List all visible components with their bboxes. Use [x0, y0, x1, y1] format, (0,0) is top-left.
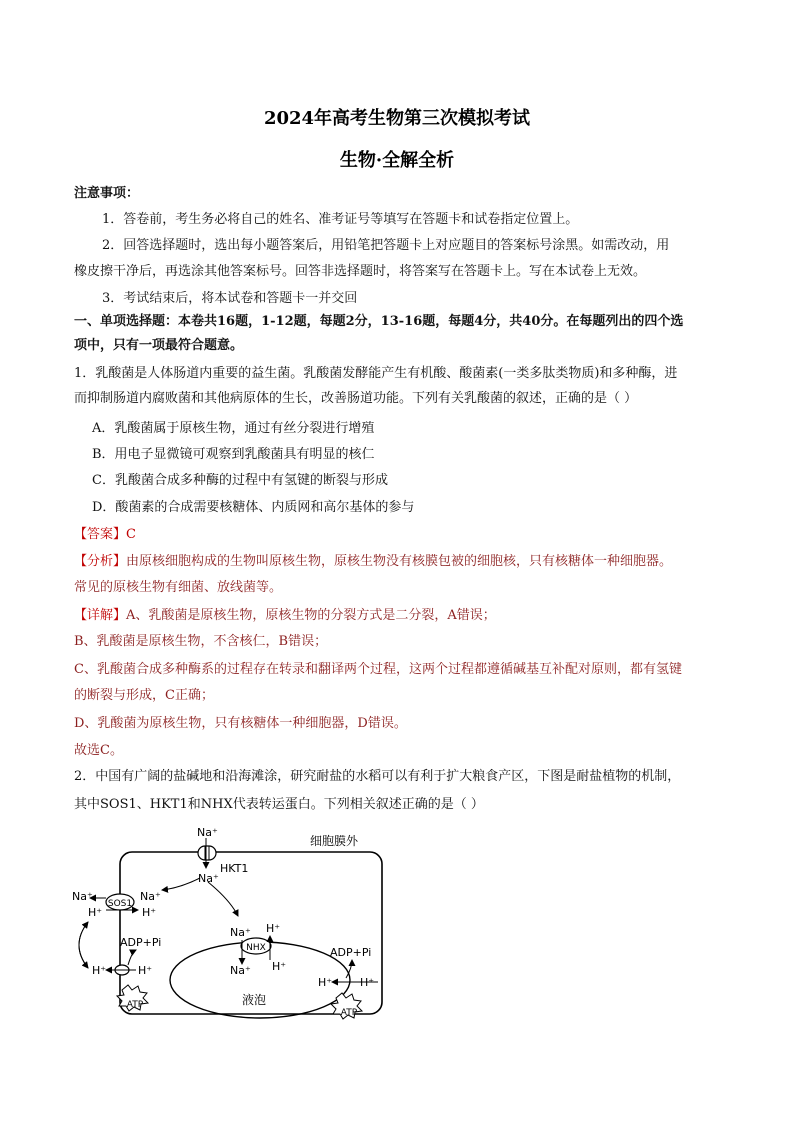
detail-text-1: A、乳酸菌是原核生物，原核生物的分裂方式是二分裂，A错误；: [126, 608, 496, 623]
nhx-label: NHX: [246, 943, 266, 953]
h-sos1-out: H⁺: [88, 906, 103, 919]
q2-stem-line-1: 2．中国有广阔的盐碱地和沿海滩涂，研究耐盐的水稻可以有利于扩大粮食产区，下图是耐盐植物的机制，: [74, 769, 681, 784]
h-nhx-vacuole: H⁺: [272, 960, 287, 973]
h-vacuole-right: H⁺: [318, 976, 333, 989]
q2-stem-line-2: 其中SOS1、HKT1和NHX代表转运蛋白。下列相关叙述正确的是（ ）: [74, 797, 484, 812]
q1-option-b: B．用电子显微镜可观察到乳酸菌具有明显的核仁: [92, 447, 375, 462]
na-nhx-in: Na⁺: [230, 926, 251, 939]
q1-detail-line-3b: 的断裂与形成，C正确；: [74, 688, 214, 703]
analysis-tag: 【分析】: [74, 554, 127, 569]
hkt1-channel: [198, 846, 216, 860]
adp-pi-left: ADP+Pi: [120, 936, 162, 949]
atp-burst-right: [331, 993, 362, 1019]
h-cytoplasm-right: H⁺: [360, 976, 375, 989]
h-nhx-out: H⁺: [266, 922, 281, 935]
q1-detail-line-4: D、乳酸菌为原核生物，只有核糖体一种细胞器，D错误。: [74, 716, 407, 731]
q1-conclusion: 故选C。: [74, 743, 123, 758]
adp-pi-right: ADP+Pi: [330, 946, 372, 959]
salt-tolerance-diagram: [60, 820, 400, 1025]
answer-tag: 【答案】: [74, 527, 127, 542]
notice-item-2a: 2．回答选择题时，选出每小题答案后，用铅笔把答题卡上对应题目的答案标号涂黑。如需改动，用: [102, 238, 670, 253]
na-vacuole: Na⁺: [230, 964, 251, 977]
q1-detail-line-1: [74, 606, 724, 626]
notice-item-1: 1．答卷前，考生务必将自己的姓名、准考证号等填写在答题卡和试卷指定位置上。: [102, 212, 579, 227]
q1-option-a: A．乳酸菌属于原核生物，通过有丝分裂进行增殖: [92, 421, 375, 436]
cell-membrane: [120, 852, 382, 1014]
h-pump-in: H⁺: [138, 964, 153, 977]
notice-item-2b: 橡皮擦干净后，再选涂其他答案标号。回答非选择题时，将答案写在答题卡上。写在本试卷上无效。: [74, 264, 647, 279]
q1-option-c: C．乳酸菌合成多种酶的过程中有氢键的断裂与形成: [92, 473, 388, 488]
na-top: Na⁺: [197, 826, 218, 839]
q1-stem-line-1: 1．乳酸菌是人体肠道内重要的益生菌。乳酸菌发酵能产生有机酸、酸菌素(一类多肽类物质)和多种酶，进: [74, 366, 678, 381]
q1-answer: [74, 525, 724, 545]
na-sos1-in: Na⁺: [140, 890, 161, 903]
notice-heading: 注意事项：: [74, 186, 140, 201]
section-heading-line-2: 项中，只有一项最符合题意。: [74, 338, 244, 353]
sos1-label: SOS1: [107, 899, 133, 909]
outside-label: 细胞膜外: [310, 834, 359, 848]
exam-title: 2024年高考生物第三次模拟考试: [263, 108, 531, 129]
q1-option-d: D．酸菌素的合成需要核糖体、内质网和高尔基体的参与: [92, 500, 415, 515]
q1-analysis-line-2: 常见的原核生物有细菌、放线菌等。: [74, 580, 283, 595]
q1-stem-line-2: 而抑制肠道内腐败菌和其他病原体的生长，改善肠道功能。下列有关乳酸菌的叙述，正确的是（ ）: [74, 391, 638, 406]
nhx-transporter: [241, 938, 271, 954]
detail-tag: 【详解】: [74, 608, 127, 623]
vacuole-label: 液泡: [242, 993, 267, 1007]
notice-item-3: 3．考试结束后，将本试卷和答题卡一并交回: [102, 291, 358, 306]
analysis-text-1: 由原核细胞构成的生物叫原核生物，原核生物没有核膜包被的细胞核，只有核糖体一种细胞器。: [126, 554, 673, 569]
h-pump-out: H⁺: [92, 964, 107, 977]
na-inside: Na⁺: [198, 872, 219, 885]
q1-detail-line-2: B、乳酸菌是原核生物，不含核仁，B错误；: [74, 634, 328, 649]
atp-right-label: ATP: [340, 1008, 358, 1018]
answer-value: C: [126, 527, 136, 542]
hkt1-label: HKT1: [220, 862, 249, 875]
na-sos1-out: Na⁺: [72, 890, 93, 903]
sos1-transporter: [106, 894, 134, 910]
exam-subtitle: 生物·全解全析: [339, 150, 455, 171]
atp-left-label: ATP: [126, 1000, 144, 1010]
section-heading-line-1: 一、单项选择题：本卷共16题，1-12题，每题2分，13-16题，每题4分，共40分。在每题列出的四个选: [74, 314, 684, 329]
q1-analysis-line-1: [74, 552, 724, 572]
h-sos1-in: H⁺: [142, 906, 157, 919]
q1-detail-line-3a: C、乳酸菌合成多种酶系的过程存在转录和翻译两个过程，这两个过程都遵循碱基互补配对原则，都有氢键: [74, 662, 682, 677]
